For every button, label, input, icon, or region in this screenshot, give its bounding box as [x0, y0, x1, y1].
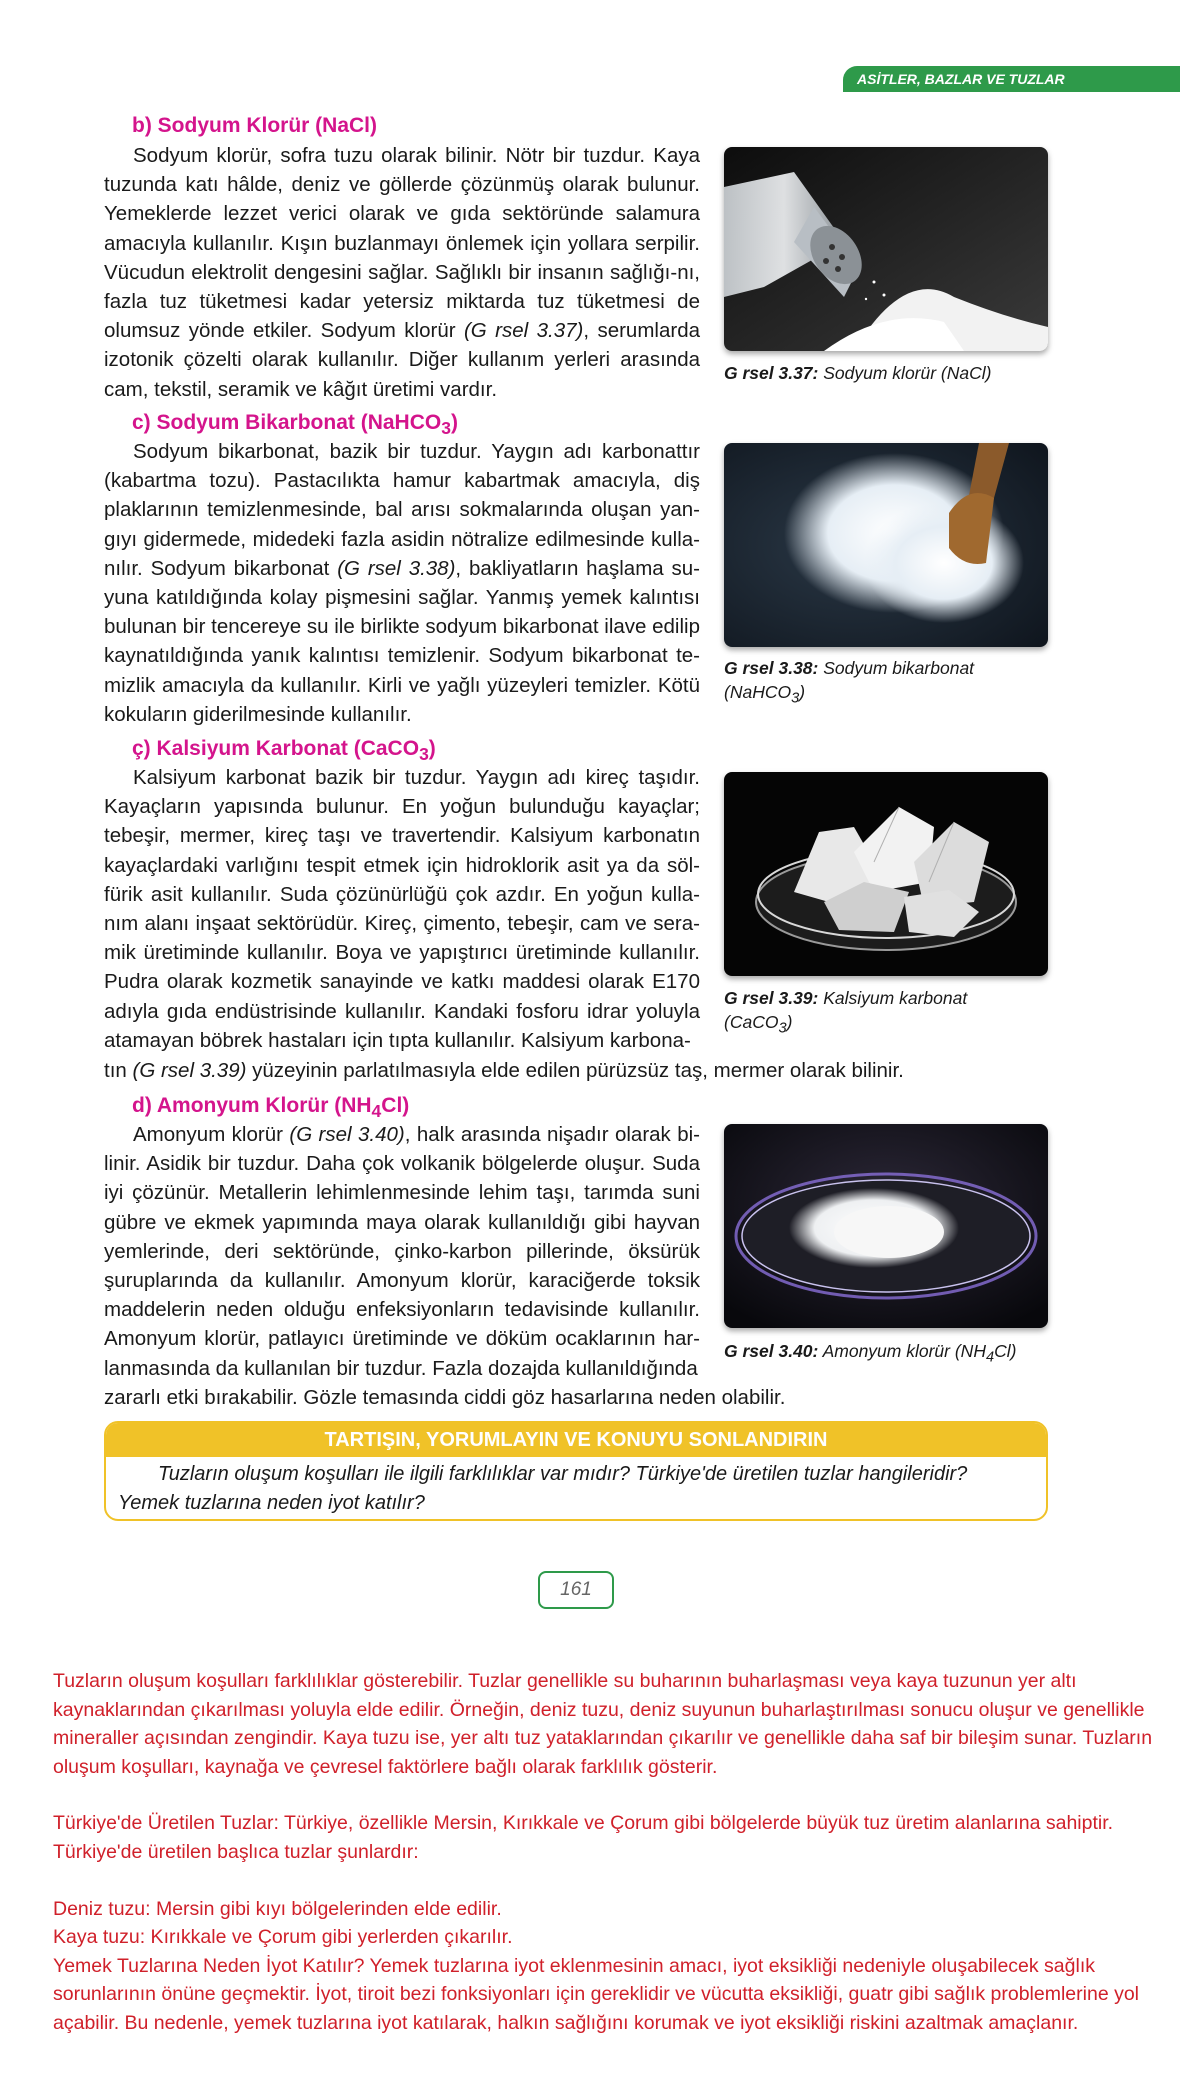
heading-calcium-carbonate: ç) Kalsiyum Karbonat (CaCO$_3$)	[132, 737, 436, 765]
caption-figure-3-40: G rsel 3.40: Amonyum klorür $(NH_4Cl)$	[724, 1341, 1017, 1366]
discussion-text: Tuzların oluşum koşulları ile ilgili farklılıklar var mıdır? Türkiye'de üretilen tuzlar hangileridir? Yemek tuzlarına neden iyot katılır?	[118, 1463, 968, 1514]
heading-sodium-chloride: b) Sodyum Klorür (NaCl)	[132, 114, 377, 137]
caption-figure-3-38: G rsel 3.38: Sodyum bikarbonat (NaHCO$_3$)	[724, 658, 975, 707]
answer-paragraph-iodine: Yemek Tuzlarına Neden İyot Katılır? Yemek tuzlarına iyot eklenmesinin amacı, iyot eksikliği nedeniyle oluşabilecek sağlık sorunlarının önüne geçmektir. İyot, tiroit bezi fonksiyonları için gereklidir ve vücutta eksikliği, guatr gibi sağlık problemlerine yol açabilir. Bu nedenle, yemek tuzlarına iyot katılarak, halkın sağlığını korumak ve iyot eksikliği riskini azaltmak amaçlanır.	[53, 1954, 1140, 2034]
heading-sodium-bicarbonate: c) Sodyum Bikarbonat (NaHCO$_3$)	[132, 411, 458, 439]
answer-sea-salt: Deniz tuzu: Mersin gibi kıyı bölgelerinden elde edilir.	[53, 1897, 502, 1920]
chapter-banner: ASİTLER, BAZLAR VE TUZLAR	[843, 66, 1180, 92]
photo-calcium-carbonate	[724, 772, 1048, 976]
photo-salt-shaker	[724, 147, 1048, 351]
caption-figure-3-39: G rsel 3.39: Kalsiyum karbonat (CaCO$_3$)	[724, 988, 968, 1037]
paragraph-calcium-carbonate-end: tın (G rsel 3.39) yüzeyinin parlatılmasıyla elde edilen pürüzsüz taş, mermer olarak bilinir.	[104, 1059, 904, 1082]
photo-ammonium-chloride	[724, 1124, 1048, 1328]
answer-rock-salt: Kaya tuzu: Kırıkkale ve Çorum gibi yerlerden çıkarılır.	[53, 1926, 513, 1949]
answer-notes	[53, 1667, 1180, 2038]
page-number: 161	[538, 1571, 614, 1609]
paragraph-sodium-bicarbonate: Sodyum bikarbonat, bazik bir tuzdur. Yaygın adı karbonattır (kabartma tozu). Pastacılıkta hamur kabartmak amacıyla, diş plaklarının temizlenmesinde, bal arısı sokmalarında oluşan yan-gıyı gidermede, midedeki fazla asidin nötralize edilmesinde kulla-nılır. Sodyum bikarbonat (G rsel 3.38), bakliyatların haşlama su-yuna katıldığında kolay pişmesini sağlar. Yanmış yemek kalıntısı bulunan bir tencereye su ile birlikte sodyum bikarbonat ilave edilip kaynatıldığında yanık kalıntısı temizlenir. Sodyum bikarbonat te-mizlik amacıyla da kullanılır. Kirli ve yağlı yüzeyleri temizler. Kötü kokuların giderilmesinde kullanılır.	[104, 440, 700, 726]
heading-ammonium-chloride: d) Amonyum Klorür $(NH_4Cl)$	[132, 1094, 410, 1122]
paragraph-calcium-carbonate: Kalsiyum karbonat bazik bir tuzdur. Yaygın adı kireç taşıdır. Kayaçların yapısında bulunur. En yoğun bulunduğu kayaçlar; tebeşir, mermer, kireç taşı ve travertendir. Kalsiyum karbonatın kayaçlardaki varlığını tespit etmek için hidroklorik asit ya da söl-fürik asit kullanılır. Suda çözünürlüğü çok azdır. En yoğun kulla-nım alanı inşaat sektörüdür. Kireç, çimento, tebeşir, cam ve sera-mik üretiminde kullanılır. Boya ve yapıştırıcı üretiminde kullanılır. Pudra olarak kozmetik sanayinde ve katkı maddesi olarak E170 adıyla gıda endüstrisinde kullanılır. Kandaki fosforu idrar yoluyla atamayan böbrek hastaları için tıpta kullanılır. Kalsiyum karbona-	[104, 766, 700, 1052]
paragraph-ammonium-chloride: Amonyum klorür (G rsel 3.40), halk arasında nişadır olarak bi-linir. Asidik bir tuzdur. Daha çok volkanik bölgelerde oluşur. Suda iyi çözünür. Metallerin lehimlenmesinde lehim taşı, tarımda suni gübre ve ekmek yapımında maya olarak kullanıldığı gibi hayvan yemlerinde, deri sektöründe, çinko-karbon pillerinde, öksürük şuruplarında da kullanılır. Amonyum klorür, karaciğerde toksik maddelerin neden olduğu enfeksiyonların tedavisinde kullanılır. Amonyum klorür, patlayıcı üretiminde ve döküm ocaklarının har-lanmasında da kullanılan bir tuzdur. Fazla dozajda kullanıldığında	[104, 1123, 700, 1380]
discussion-box	[104, 1421, 1048, 1521]
paragraph-ammonium-chloride-end: zararlı etki bırakabilir. Gözle temasında ciddi göz hasarlarına neden olabilir.	[104, 1386, 786, 1409]
discussion-title: TARTIŞIN, YORUMLAYIN VE KONUYU SONLANDIRIN	[106, 1423, 1046, 1457]
answer-paragraph-turkey-salts: Türkiye'de Üretilen Tuzlar: Türkiye, özellikle Mersin, Kırıkkale ve Çorum gibi bölgelerde büyük tuz üretim alanlarına sahiptir. Türkiye'de üretilen başlıca tuzlar şunlardır:	[53, 1812, 1114, 1863]
photo-baking-soda	[724, 443, 1048, 647]
paragraph-sodium-chloride: Sodyum klorür, sofra tuzu olarak bilinir. Nötr bir tuzdur. Kaya tuzunda katı hâlde, deniz ve göllerde çözünmüş olarak bulunur. Yemeklerde lezzet verici olarak ve gıda sektöründe salamura amacıyla kullanılır. Kışın buzlanmayı önlemek için yollara serpilir. Vücudun elektrolit dengesini sağlar. Sağlıklı bir insanın sağlığı-nı, fazla tuz tüketmesi kadar yetersiz miktarda tuz tüketmesi de olumsuz yönde etkiler. Sodyum klorür (G rsel 3.37), serumlarda izotonik çözelti olarak kullanılır. Diğer kullanım yerleri arasında cam, tekstil, seramik ve kâğıt üretimi vardır.	[104, 144, 700, 401]
answer-paragraph-formation: Tuzların oluşum koşulları farklılıklar gösterebilir. Tuzlar genellikle su buharının buharlaşması veya kaya tuzunun yer altı kaynaklarından çıkarılması yoluyla elde edilir. Örneğin, deniz tuzu, deniz suyunun buharlaştırılması sonucu oluşur ve genellikle mineraller açısından zengindir. Kaya tuzu ise, yer altı tuz yataklarından çıkarılır ve genellikle daha saf bir bileşim sunar. Tuzların oluşum koşulları, kaynağa ve çevresel faktörlere bağlı olarak farklılık gösterir.	[53, 1670, 1153, 1778]
caption-figure-3-37: G rsel 3.37: Sodyum klorür (NaCl)	[724, 363, 992, 383]
